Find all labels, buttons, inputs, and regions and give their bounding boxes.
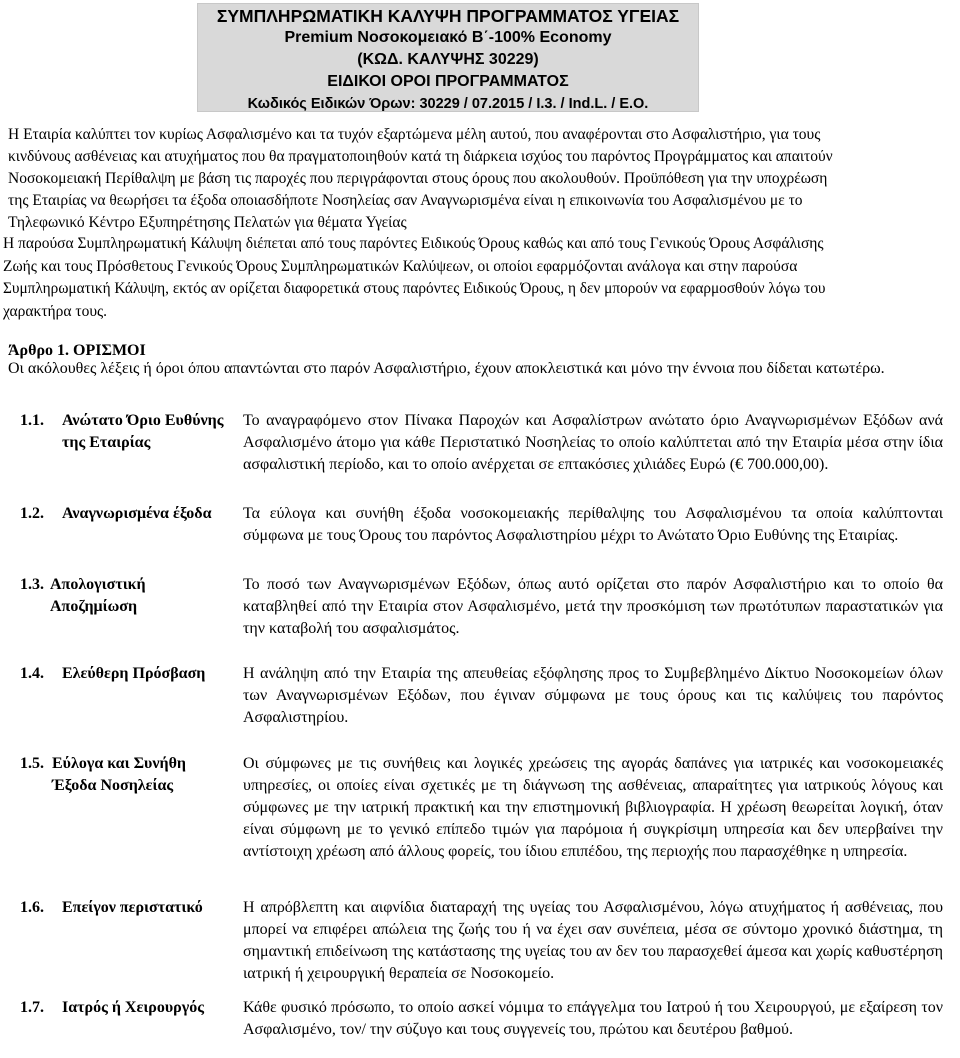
definition-number: 1.4.: [20, 665, 44, 682]
intro-line: κινδύνους ασθένειας και ατυχήματος που θα πραγματοποιηθούν κατά τη διάρκεια ισχύος του παρόντος Προγράμματος και απαιτούν: [8, 148, 833, 165]
definition-number: 1.5.: [20, 755, 44, 772]
para-line: Η παρούσα Συμπληρωματική Κάλυψη διέπεται από τους παρόντες Ειδικούς Όρους καθώς και από τους Γενικούς Όρους Ασφάλισης: [3, 235, 824, 252]
definition-number: 1.3.: [20, 576, 44, 593]
definition-term: Ανώτατο Όριο Ευθύνης της Εταιρίας: [62, 412, 224, 451]
definition-term: Απολογιστική Αποζημίωση: [50, 576, 146, 615]
definition-number: 1.6.: [20, 899, 44, 916]
definition-item: [0, 753, 960, 885]
intro-line: Η Εταιρία καλύπτει τον κυρίως Ασφαλισμένο και τα τυχόν εξαρτώμενα μέλη αυτού, που αναφέρονται στο Ασφαλιστήριο, για τους: [8, 126, 821, 143]
definition-number: 1.2.: [20, 505, 44, 522]
definition-item: [0, 997, 960, 1058]
governing-terms-paragraph: [3, 233, 948, 323]
definition-term: Ιατρός ή Χειρουργός: [62, 999, 204, 1016]
header-terms-code: Κωδικός Ειδικών Όρων: 30229 / 07.2015 / Ι.3. / Ind.L. / Ε.Ο.: [247, 96, 649, 112]
definition-item: [0, 503, 960, 569]
intro-line: Νοσοκομειακή Περίθαλψη με βάση τις παροχές που περιγράφονται στους όρους που ακολουθούν. Προϋπόθεση για την υποχρέωση: [8, 170, 828, 187]
header-subtitle: ΕΙΔΙΚΟΙ ΟΡΟΙ ΠΡΟΓΡΑΜΜΑΤΟΣ: [327, 73, 569, 90]
definition-item: [0, 897, 960, 985]
para-line: Ζωής και τους Πρόσθετους Γενικούς Όρους Συμπληρωματικών Καλύψεων, οι οποίοι εφαρμόζονται ανάλογα και στην παρούσα: [3, 257, 798, 275]
para-line: Συμπληρωματική Κάλυψη, εκτός αν ορίζεται διαφορετικά στους παρόντες Ειδικούς Όρους, η δεν μπορούν να εφαρμοσθούν λόγω του: [3, 280, 826, 297]
definition-term: Ελεύθερη Πρόσβαση: [62, 665, 206, 682]
header-code: (ΚΩΔ. ΚΑΛΥΨΗΣ 30229): [357, 51, 539, 68]
definition-term: Επείγον περιστατικό: [62, 899, 203, 916]
definition-text: Η απρόβλεπτη και αιφνίδια διαταραχή της υγείας του Ασφαλισμένου, λόγω ατυχήματος ή ασθένειας, που μπορεί να επιφέρει απώλεια της ζωής του ή να έχει σαν συνέπεια, μέσα σε σύντομο χρονικό διάστημα, τη σημαντική επιδείνωση της κατάστασης της υγείας του αν δεν του παρασχεθεί άμεσα και χωρίς καθυστέρηση ιατρική ή χειρουργική θεραπεία σε Νοσοκομείο.: [243, 899, 943, 982]
intro-paragraph: [8, 124, 953, 234]
article-title: Άρθρο 1. ΟΡΙΣΜΟΙ: [8, 342, 146, 359]
definition-number: 1.1.: [20, 412, 44, 429]
definition-term: Αναγνωρισμένα έξοδα: [62, 505, 212, 522]
intro-line: της Εταιρίας να θεωρήσει τα έξοδα οποιασδήποτε Νοσηλείας σαν Αναγνωρισμένα είναι η επικοινωνία του Ασφαλισμένου με το: [8, 192, 803, 209]
para-line: χαρακτήρα τους.: [3, 302, 108, 320]
definition-item: [0, 663, 960, 729]
document-header: [197, 3, 699, 112]
definition-text: Το ποσό των Αναγνωρισμένων Εξόδων, όπως αυτό ορίζεται στο παρόν Ασφαλιστήριο και το οποίο θα καταβληθεί από την Εταιρία στον Ασφαλισμένο, μετά την προσκόμιση των πρωτότυπων παραστατικών για την καταβολή του ασφαλισμάτος.: [243, 576, 943, 637]
definition-term: Εύλογα και Συνήθη Έξοδα Νοσηλείας: [52, 755, 186, 794]
definition-text: Κάθε φυσικό πρόσωπο, το οποίο ασκεί νόμιμα το επάγγελμα του Ιατρού ή του Χειρουργού, με εξαίρεση τον Ασφαλισμένο, τον/ την σύζυγο και τους συγγενείς του, πρώτου και δευτέρου βαθμού.: [243, 999, 943, 1038]
definition-item: [0, 410, 960, 500]
definition-text: Τα εύλογα και συνήθη έξοδα νοσοκομειακής περίθαλψης του Ασφαλισμένου τα οποία καλύπτονται σύμφωνα με τους Όρους του παρόντος Ασφαλιστηρίου μέχρι το Ανώτατο Όριο Ευθύνης της Εταιρίας.: [243, 505, 943, 544]
intro-line: Τηλεφωνικό Κέντρο Εξυπηρέτησης Πελατών για θέματα Υγείας: [8, 214, 407, 231]
definition-text: Οι σύμφωνες με τις συνήθεις και λογικές χρεώσεις της αγοράς δαπάνες για ιατρικές και νοσοκομειακές υπηρεσίες, οι οποίες είναι σχετικές με τη διάγνωση της ασθένειας, απαραίτητες για ιατρικούς λόγους και σύμφωνες με την ιατρική πρακτική και την επιστημονική βιβλιογραφία. Η χρέωση θεωρείται λογική, όταν είναι σύμφωνη με το γενικό επίπεδο τιμών για παρόμοια ή συγκρίσιμη υπηρεσία και δεν υπερβαίνει την αντίστοιχη χρέωση από άλλους φορείς, του ίδιου επιπέδου, της περιοχής που παρασχέθηκε η υπηρεσία.: [243, 755, 943, 860]
definition-number: 1.7.: [20, 999, 44, 1016]
header-title: ΣΥΜΠΛΗΡΩΜΑΤΙΚΗ ΚΑΛΥΨΗ ΠΡΟΓΡΑΜΜΑΤΟΣ ΥΓΕΙΑΣ: [216, 6, 680, 26]
header-product: Premium Νοσοκομειακό Β΄-100% Economy: [284, 29, 612, 46]
definition-item: [0, 574, 960, 640]
definition-text: Το αναγραφόμενο στον Πίνακα Παροχών και Ασφαλίστρων ανώτατο όριο Αναγνωρισμένων Εξόδων ανά Ασφαλισμένο άτομο για κάθε Περιστατικό Νοσηλείας το οποίο καλύπτεται από την Εταιρία μέσα στην ίδια ασφαλιστική περίοδο, και το οποίο ανέρχεται σε επτακόσιες χιλιάδες Ευρώ (€ 700.000,00).: [243, 412, 943, 473]
article-intro: Οι ακόλουθες λέξεις ή όροι όπου απαντώνται στο παρόν Ασφαλιστήριο, έχουν αποκλειστικά και μόνο την έννοια που δίδεται κατωτέρω.: [8, 360, 885, 377]
definition-text: Η ανάληψη από την Εταιρία της απευθείας εξόφλησης προς το Συμβεβλημένο Δίκτυο Νοσοκομείων όλων των Αναγνωρισμένων Εξόδων, που έγιναν σύμφωνα με τους όρους και τις καλύψεις του παρόντος Ασφαλιστηρίου.: [243, 665, 943, 726]
